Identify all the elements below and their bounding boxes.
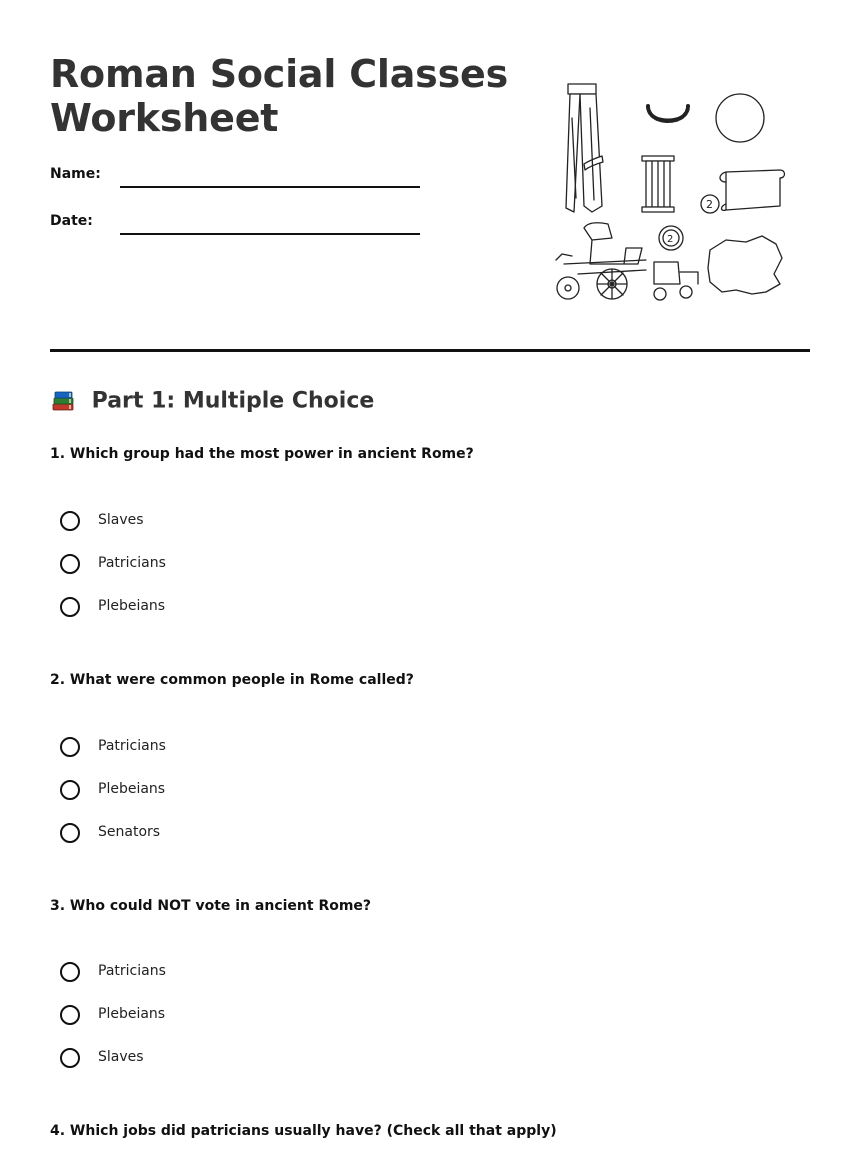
coin-icon <box>716 94 764 142</box>
radio-button[interactable] <box>60 1005 80 1025</box>
option-label: Slaves <box>98 1049 144 1065</box>
scroll-icon <box>701 170 785 213</box>
radio-button[interactable] <box>60 597 80 617</box>
q3-option-1[interactable] <box>60 961 460 987</box>
books-icon <box>50 388 76 414</box>
date-label: Date: <box>50 213 93 229</box>
q3-option-2[interactable] <box>60 1004 460 1030</box>
option-label: Patricians <box>98 555 166 571</box>
section-heading <box>50 388 374 420</box>
radio-button[interactable] <box>60 780 80 800</box>
worksheet-title: Roman Social Classes Worksheet <box>50 52 508 140</box>
q1-option-2[interactable] <box>60 553 460 579</box>
q2-option-1[interactable] <box>60 736 460 762</box>
small-coin-icon <box>659 226 683 250</box>
svg-text:2: 2 <box>667 234 674 245</box>
radio-button[interactable] <box>60 554 80 574</box>
option-label: Patricians <box>98 963 166 979</box>
option-label: Plebeians <box>98 781 166 797</box>
option-label: Plebeians <box>98 1006 166 1022</box>
q1-option-3[interactable] <box>60 596 460 622</box>
name-answer-line[interactable] <box>120 186 420 188</box>
section-divider <box>50 349 810 352</box>
section-title: Part 1: Multiple Choice <box>91 388 375 414</box>
map-fragment-icon <box>708 236 782 294</box>
question-3: 3. Who could NOT vote in ancient Rome? <box>50 898 372 914</box>
toga-icon <box>566 84 603 212</box>
radio-button[interactable] <box>60 737 80 757</box>
q2-option-3[interactable] <box>60 822 460 848</box>
name-field <box>50 166 420 196</box>
option-label: Patricians <box>98 738 166 754</box>
radio-button[interactable] <box>60 511 80 531</box>
option-label: Slaves <box>98 512 144 528</box>
question-4: 4. Which jobs did patricians usually have? (Check all that apply) <box>50 1123 557 1139</box>
q3-option-3[interactable] <box>60 1047 460 1073</box>
radio-button[interactable] <box>60 823 80 843</box>
svg-text:2: 2 <box>706 198 713 211</box>
q2-option-2[interactable] <box>60 779 460 805</box>
laurel-wreath-icon <box>648 106 688 121</box>
date-answer-line[interactable] <box>120 233 420 235</box>
radio-button[interactable] <box>60 962 80 982</box>
worksheet-page <box>50 0 810 1161</box>
option-label: Plebeians <box>98 598 166 614</box>
question-1: 1. Which group had the most power in ancient Rome? <box>50 446 474 462</box>
name-label: Name: <box>50 166 101 182</box>
chariot-icon <box>556 223 646 299</box>
date-field <box>50 213 420 243</box>
radio-button[interactable] <box>60 1048 80 1068</box>
q1-option-1[interactable] <box>60 510 460 536</box>
roman-clipart <box>550 78 790 310</box>
option-label: Senators <box>98 824 161 840</box>
column-icon <box>642 156 674 212</box>
question-2: 2. What were common people in Rome called? <box>50 672 414 688</box>
cart-icon <box>654 262 698 300</box>
